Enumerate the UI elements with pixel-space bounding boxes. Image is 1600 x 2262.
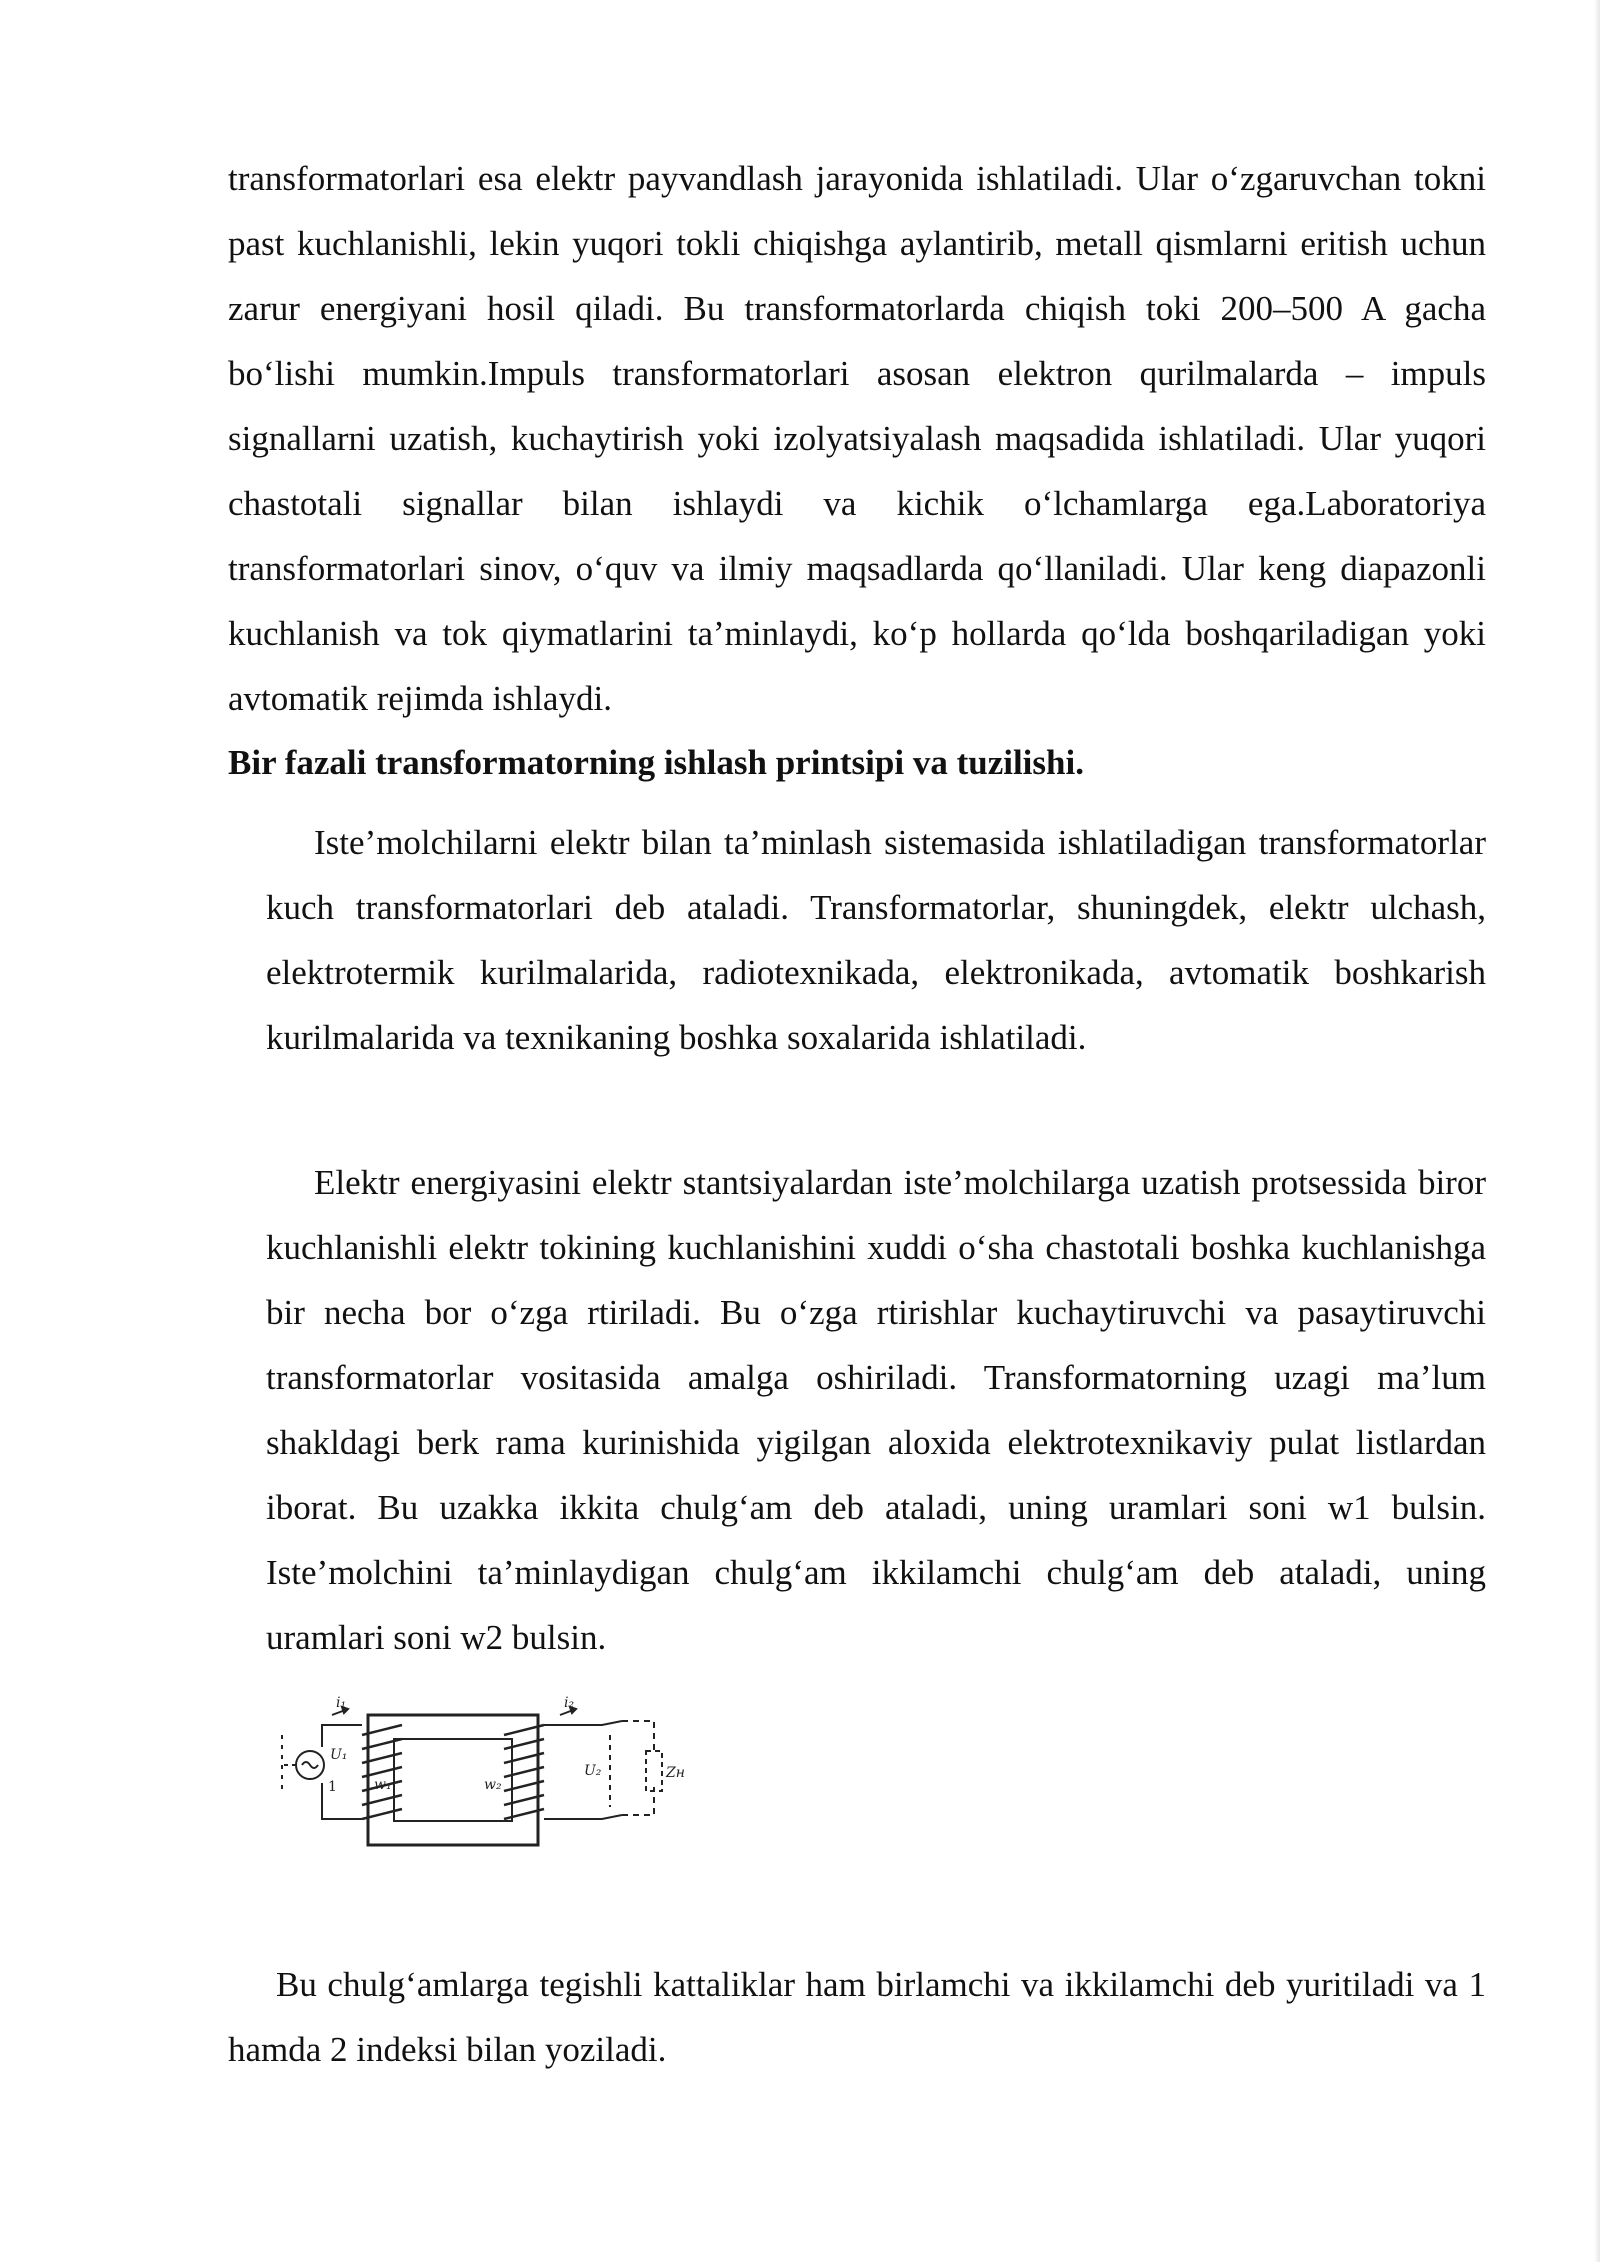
paragraph-energy-transmission: Elektr energiyasini elektr stantsiyalardan iste’molchilarga uzatish protsessida biror kuchlanishli elektr tokining kuchlanishini xuddi o‘sha chastotali boshka kuchlanishga bir necha bor o‘zga rtiriladi. Bu o‘zga rtirishlar kuchaytiruvchi va pasaytiruvchi transformatorlar vositasida amalga oshiriladi. Transformatorning uzagi ma’lum shakldagi berk rama kurinishida yigilgan aloxida elektrotexnikaviy pulat listlardan iborat. Bu uzakka ikkita chulg‘am deb ataladi, uning uramlari soni w1 bulsin. Iste’molchini ta’minlaydigan chulg‘am ikkilamchi chulg‘am deb ataladi, uning uramlari soni w2 bulsin. — [266, 1163, 1486, 1657]
paragraph-indices: Bu chulg‘amlarga tegishli kattaliklar ham birlamchi va ikkilamchi deb yuritiladi va 1 hamda 2 indeksi bilan yoziladi. — [228, 1965, 1486, 2069]
load-lead-top — [622, 1721, 654, 1755]
paragraph-power-transformers: Iste’molchilarni elektr bilan ta’minlash sistemasida ishlatiladigan transformatorlar kuch transformatorlari deb ataladi. Transformatorlar, shuningdek, elektr ulchash, elektrotermik kurilmalarida, radiotexnikada, elektronikada, avtomatik boshkarish kurilmalarida va texnikaning boshka soxalarida ishlatiladi. — [266, 823, 1486, 1057]
paragraph-transformer-types: transformatorlari esa elektr payvandlash jarayonida ishlatiladi. Ular o‘zgaruvchan tokni past kuchlanishli, lekin yuqori tokli chiqishga aylantirib, metall qismlarni eritish uchun zarur energiyani hosil qiladi. Bu transformatorlarda chiqish toki 200–500 A gacha bo‘lishi mumkin.Impuls transformatorlari asosan elektron qurilmalarda – impuls signallarni uzatish, kuchaytirish yoki izolyatsiyalash maqsadida ishlatiladi. Ular yuqori chastotali signallar bilan ishlaydi va kichik o‘lchamlarga ega.Laboratoriya transformatorlari sinov, o‘quv va ilmiy maqsadlarda qo‘llaniladi. Ular keng diapazonli kuchlanish va tok qiymatlarini ta’minlaydi, ko‘p hollarda qo‘lda boshqariladigan yoki avtomatik rejimda ishlaydi. — [228, 159, 1486, 718]
primary-lead-top — [322, 1725, 362, 1747]
label-i1: i₁ — [336, 1695, 347, 1711]
transformer-diagram-svg — [262, 1695, 722, 1925]
load-lead-bottom — [622, 1787, 654, 1815]
label-w1: w₁ — [374, 1777, 392, 1793]
label-i2: i₂ — [564, 1695, 575, 1711]
transformer-circuit-diagram — [262, 1695, 722, 1925]
label-u2: U₂ — [584, 1763, 602, 1779]
section-heading: Bir fazali transformatorning ishlash printsipi va tuzilishi. — [228, 743, 1084, 782]
load-impedance — [646, 1751, 662, 1791]
label-u1: U₁ — [330, 1747, 348, 1763]
page-edge-shadow — [1594, 0, 1600, 2262]
secondary-lead-bottom — [544, 1815, 622, 1819]
secondary-lead-top — [544, 1721, 622, 1725]
label-one: 1 — [328, 1779, 337, 1795]
label-w2: w₂ — [484, 1777, 502, 1793]
label-load: Zн — [666, 1765, 685, 1781]
ac-source-wave — [302, 1762, 318, 1768]
